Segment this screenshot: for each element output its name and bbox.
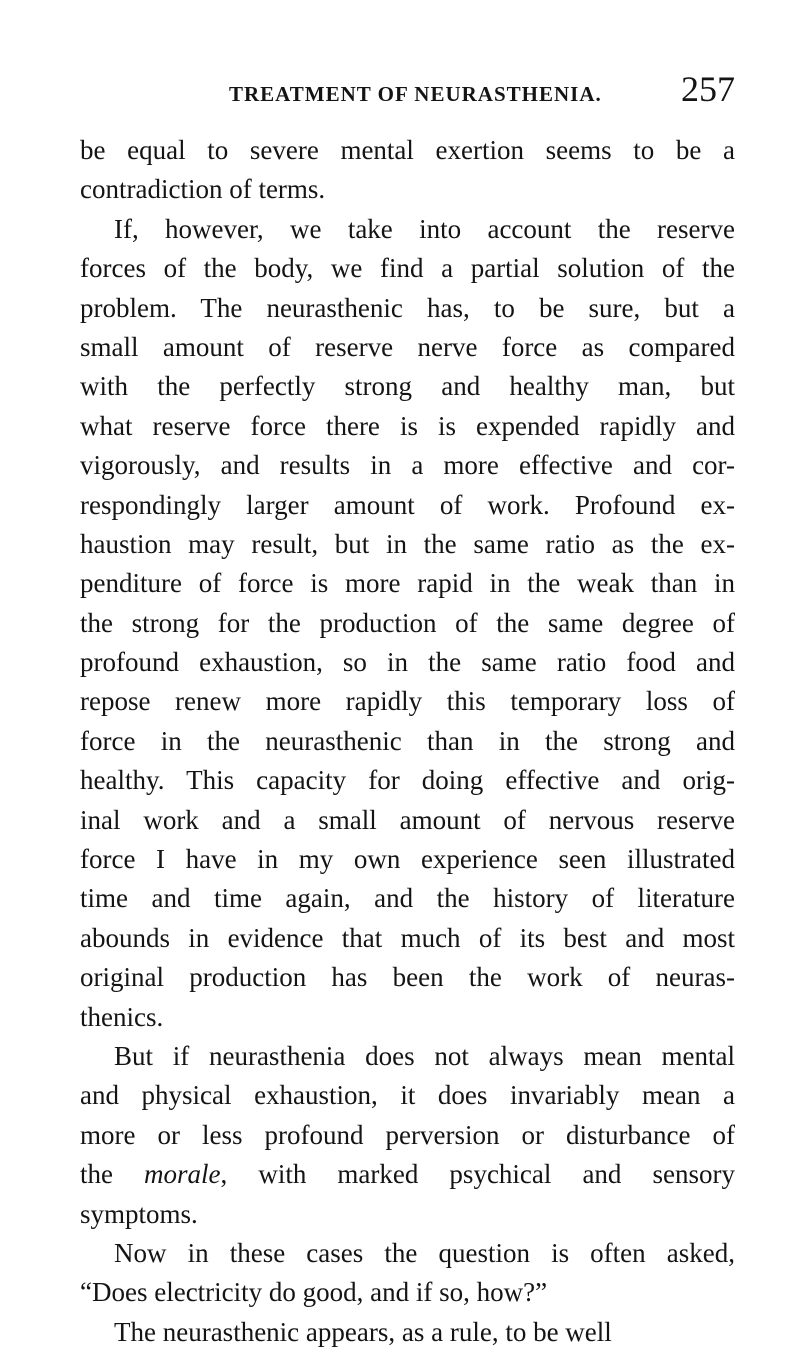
text-line: what reserve force there is is expended rapidly and <box>80 410 735 441</box>
page-number: 257 <box>681 69 735 109</box>
text-line: “Does electricity do good, and if so, how?” <box>80 1277 548 1308</box>
text-line: The neurasthenic appears, as a rule, to be well <box>114 1316 612 1347</box>
text-line: original production has been the work of neuras- <box>80 962 735 993</box>
text-line: symptoms. <box>80 1198 198 1229</box>
text-line: with the perfectly strong and healthy man, but <box>80 371 735 402</box>
running-header <box>80 68 735 108</box>
text-line: Now in these cases the question is often asked, <box>114 1237 735 1268</box>
text-line: thenics. <box>80 1001 164 1032</box>
text-line: abounds in evidence that much of its best and most <box>80 922 735 953</box>
text-line: But if neurasthenia does not always mean mental <box>114 1040 735 1071</box>
text-line: healthy. This capacity for doing effective and orig- <box>80 765 735 796</box>
running-title: TREATMENT OF NEURASTHENIA. <box>229 82 602 106</box>
text-line: problem. The neurasthenic has, to be sure, but a <box>80 292 735 323</box>
text-line: forces of the body, we find a partial solution of the <box>80 253 735 284</box>
text-line: haustion may result, but in the same ratio as the ex- <box>80 528 735 559</box>
text-line: If, however, we take into account the reserve <box>114 213 735 244</box>
text-line: vigorously, and results in a more effective and cor- <box>80 450 735 481</box>
text-line: the morale, with marked psychical and sensory <box>80 1159 735 1190</box>
body-text <box>80 131 735 1352</box>
text-line: force I have in my own experience seen illustrated <box>80 844 735 875</box>
text-line: and physical exhaustion, it does invariably mean a <box>80 1080 735 1111</box>
text-line: penditure of force is more rapid in the weak than in <box>80 568 735 599</box>
text-line: contradiction of terms. <box>80 174 326 205</box>
text-line: respondingly larger amount of work. Profound ex- <box>80 489 735 520</box>
text-line: profound exhaustion, so in the same ratio food and <box>80 647 735 678</box>
text-line: inal work and a small amount of nervous reserve <box>80 804 735 835</box>
text-line: the strong for the production of the same degree of <box>80 607 735 638</box>
text-line: small amount of reserve nerve force as compared <box>80 331 735 362</box>
text-line: repose renew more rapidly this temporary loss of <box>80 686 735 717</box>
text-line: time and time again, and the history of literature <box>80 883 735 914</box>
text-line: be equal to severe mental exertion seems to be a <box>80 135 735 165</box>
text-line: force in the neurasthenic than in the strong and <box>80 725 735 756</box>
text-line: more or less profound perversion or disturbance of <box>80 1119 735 1150</box>
